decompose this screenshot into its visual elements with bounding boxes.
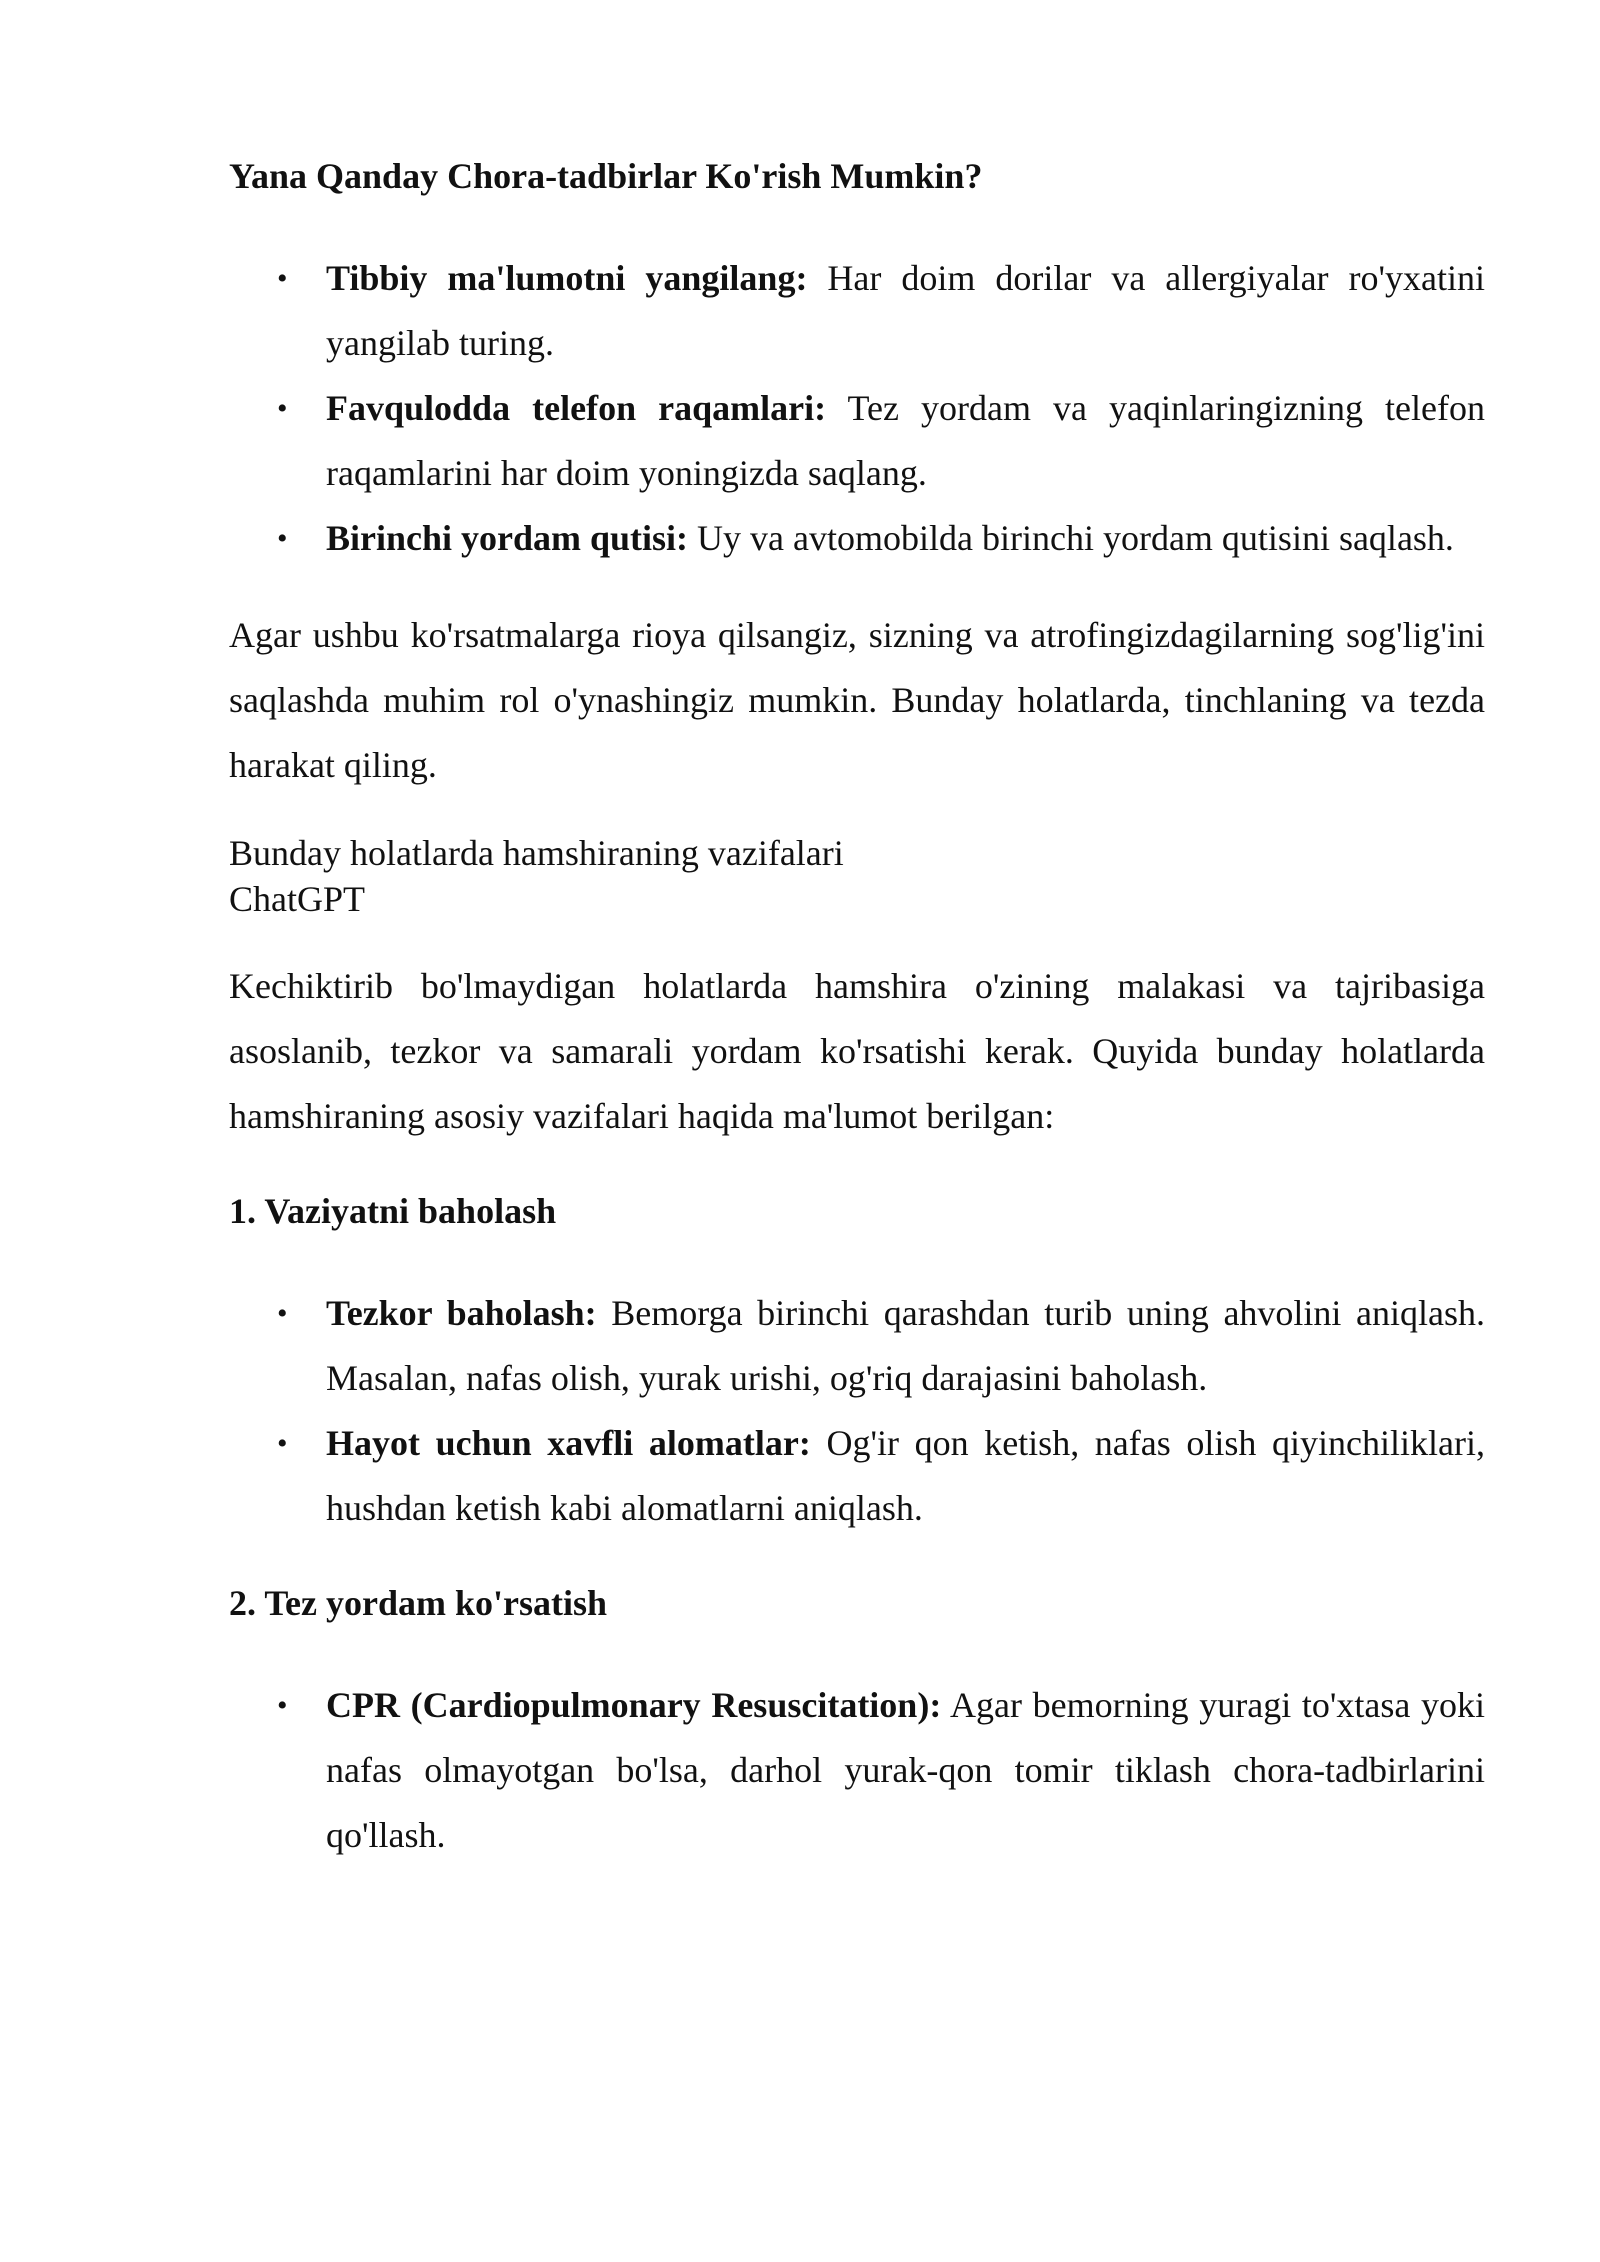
section-heading-first-aid: 2. Tez yordam ko'rsatish (229, 1583, 608, 1623)
item-lead: Tezkor baholash: (326, 1293, 597, 1333)
bullet-icon: • (277, 392, 288, 425)
item-lead: Favqulodda telefon raqamlari: (326, 388, 827, 428)
item-lead: Hayot uchun xavfli alomatlar: (326, 1423, 811, 1463)
document-content (229, 146, 1485, 1868)
list-item (229, 376, 1485, 506)
list-item (229, 1673, 1485, 1868)
assessment-list (229, 1281, 1485, 1541)
list-item (229, 1411, 1485, 1541)
bullet-icon: • (277, 1689, 288, 1722)
item-text: Agar bemorning yuragi to'xtasa yoki nafas olmayotgan bo'lsa, darhol yurak-qon tomir tiklash chora-tadbirlarini qo'llash. (326, 1685, 1485, 1855)
measures-list (229, 246, 1485, 571)
item-text: Har doim dorilar va allergiyalar ro'yxatini yangilab turing. (326, 258, 1485, 363)
prompt-line: Bunday holatlarda hamshiraning vazifalari (229, 833, 844, 873)
item-lead: Birinchi yordam qutisi: (326, 518, 689, 558)
item-text: Uy va avtomobilda birinchi yordam qutisini saqlash. (688, 518, 1454, 558)
first-aid-list (229, 1673, 1485, 1868)
section-heading-measures: Yana Qanday Chora-tadbirlar Ko'rish Mumkin? (229, 156, 983, 196)
item-text: Tez yordam va yaqinlaringizning telefon raqamlarini har doim yoningizda saqlang. (326, 388, 1485, 493)
paragraph-intro: Kechiktirib bo'lmaydigan holatlarda hamshira o'zining malakasi va tajribasiga asoslanib, tezkor va samarali yordam ko'rsatishi kerak. Quyida bunday holatlarda hamshiraning asosiy vazifalari haqida ma'lumot berilgan: (229, 966, 1485, 1136)
bullet-icon: • (277, 522, 288, 555)
section-heading-assessment: 1. Vaziyatni baholash (229, 1191, 557, 1231)
bullet-icon: • (277, 262, 288, 295)
item-text: Og'ir qon ketish, nafas olish qiyinchiliklari, hushdan ketish kabi alomatlarni aniqlash. (326, 1423, 1485, 1528)
item-lead: Tibbiy ma'lumotni yangilang: (326, 258, 808, 298)
author-line: ChatGPT (229, 879, 366, 919)
list-item (229, 246, 1485, 376)
item-lead: CPR (Cardiopulmonary Resuscitation): (326, 1685, 942, 1725)
bullet-icon: • (277, 1297, 288, 1330)
item-text: Bemorga birinchi qarashdan turib uning ahvolini aniqlash. Masalan, nafas olish, yurak urishi, og'riq darajasini baholash. (326, 1293, 1485, 1398)
list-item (229, 1281, 1485, 1411)
paragraph-advice: Agar ushbu ko'rsatmalarga rioya qilsangiz, sizning va atrofingizdagilarning sog'lig'ini saqlashda muhim rol o'ynashingiz mumkin. Bunday holatlarda, tinchlaning va tezda harakat qiling. (229, 615, 1485, 785)
list-item (229, 506, 1485, 571)
bullet-icon: • (277, 1427, 288, 1460)
